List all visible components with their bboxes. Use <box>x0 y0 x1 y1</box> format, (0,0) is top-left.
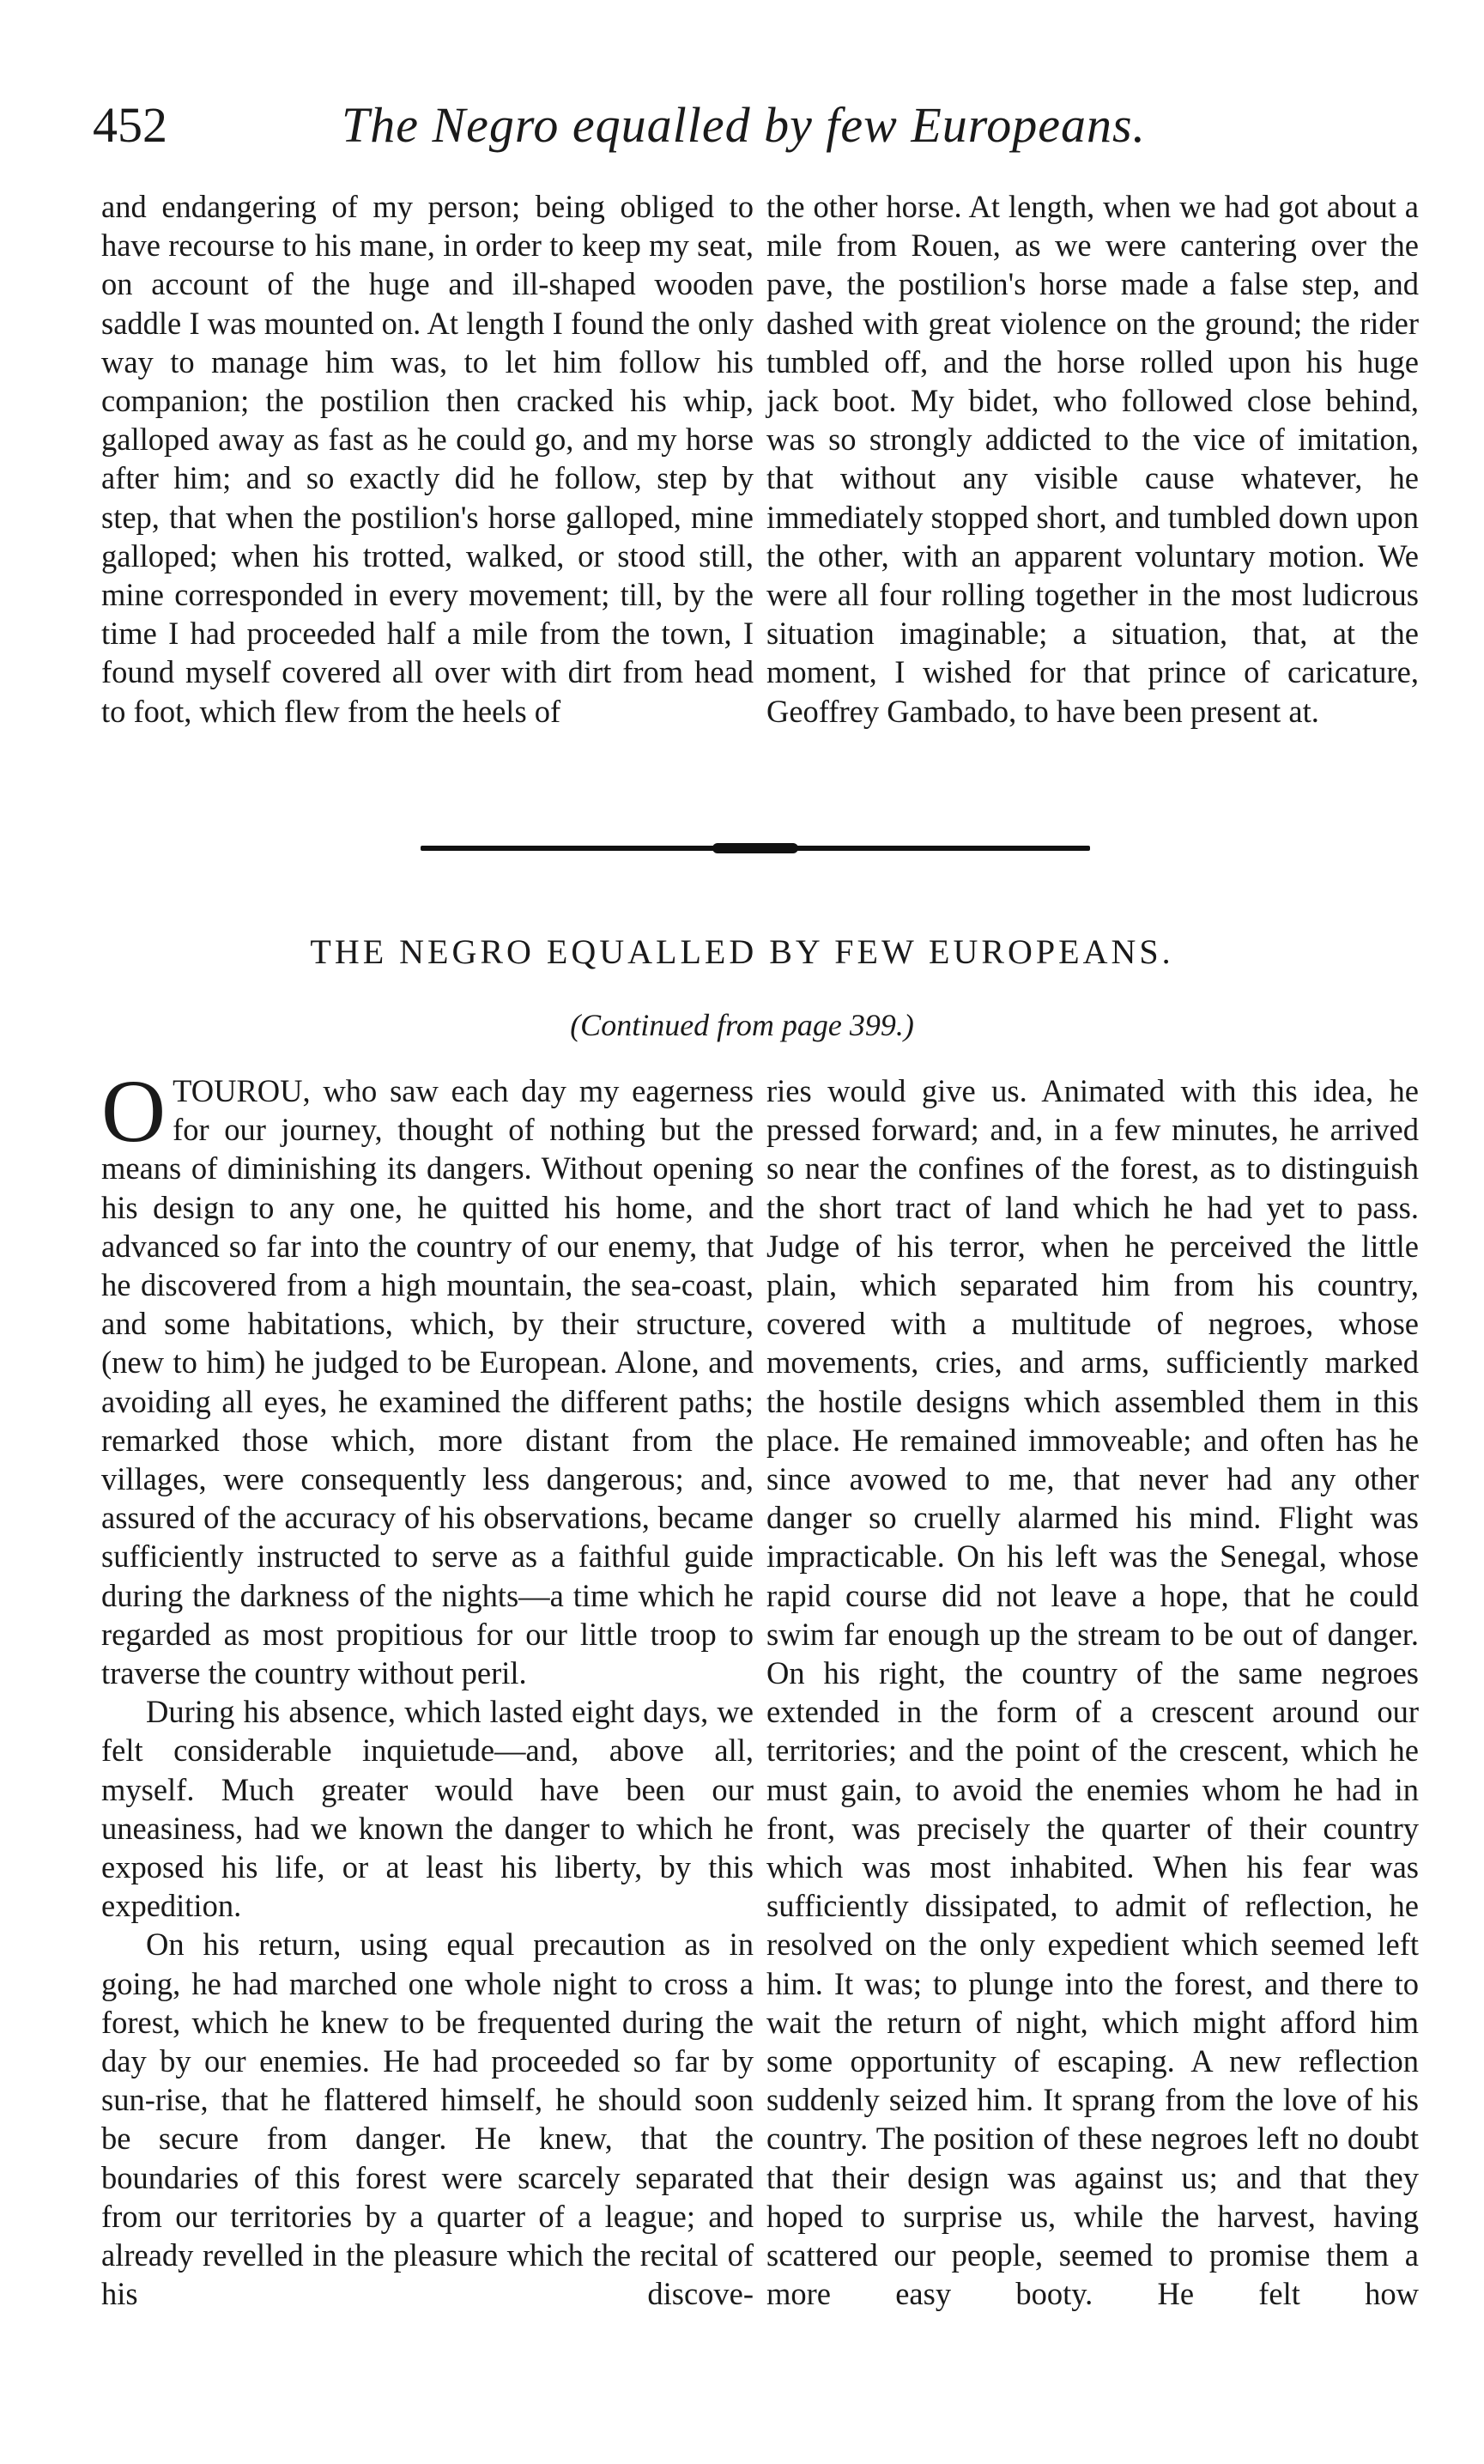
article-paragraph-1-text: TOUROU, who saw each day my eagerness for our journey, thought of nothing but the means of diminishing its dangers. Without opening his design to any one, he quitted his home, and advanced so far into the country of our enemy, that he discovered from a high mountain, the sea-coast, and some habitations, which, by their structure, (new to him) he judged to be European. Alone, and avoiding all eyes, he examined the different paths; remarked those which, more distant from the villages, were consequently less dangerous; and, assured of the accuracy of his observations, became sufficiently instructed to serve as a faithful guide during the darkness of the nights—a time which he regarded as most propitious for our little troop to traverse the country without peril. <box>101 1073 754 1691</box>
continuation-note: (Continued from page 399.) <box>570 1008 914 1042</box>
top-right-paragraph: the other horse. At length, when we had got about a mile from Rouen, as we were cantering over the pave, the postilion's horse made a false step, and dashed with great violence on the ground; the rider tumbled off, and the horse rolled upon his huge jack boot. My bidet, who followed close behind, was so strongly addicted to the vice of imitation, that without any visible cause whatever, he immediately stopped short, and tumbled down upon the other, with an apparent voluntary motion. We were all four rolling together in the most ludicrous situation imaginable; a situation, that, at the moment, I wished for that prince of caricature, Geoffrey Gambado, to have been present at. <box>766 189 1419 729</box>
section-divider-rule <box>421 846 1090 851</box>
article-right-column <box>766 1071 1419 2314</box>
article-paragraph-1 <box>101 1062 754 1692</box>
article-paragraph-2: During his absence, which lasted eight days, we felt considerable inquietude—and, above all, myself. Much greater would have been our uneasiness, had we known the danger to which he exposed his life, or at least his liberty, by this expedition. <box>101 1694 754 1924</box>
drop-cap: O <box>101 1062 167 1161</box>
top-left-column <box>101 187 754 731</box>
top-left-paragraph: and endangering of my person; being obliged to have recourse to his mane, in order to keep my seat, on account of the huge and ill-shaped wooden saddle I was mounted on. At length I found the only way to manage him was, to let him follow his companion; the postilion then cracked his whip, galloped away as fast as he could go, and my horse after him; and so exactly did he follow, step by step, that when the postilion's horse galloped, mine galloped; when his trotted, walked, or stood still, mine corresponded in every movement; till, by the time I had proceeded half a mile from the town, I found myself covered all over with dirt from head to foot, which flew from the heels of <box>101 189 754 729</box>
article-paragraph-3: On his return, using equal precaution as in going, he had marched one whole night to cross a forest, which he knew to be frequented during the day by our enemies. He had proceeded so far by sun-rise, that he flattered himself, he should soon be secure from danger. He knew, that the boundaries of this forest were scarcely separated from our territories by a quarter of a league; and already revelled in the pleasure which the recital of his discove- <box>101 1927 754 2312</box>
page-number: 452 <box>93 97 167 153</box>
running-title: The Negro equalled by few Europeans. <box>342 97 1147 153</box>
article-left-column <box>101 1062 754 2314</box>
article-title: THE NEGRO EQUALLED BY FEW EUROPEANS. <box>310 932 1174 971</box>
running-head <box>93 96 1380 165</box>
article-right-text: ries would give us. Animated with this idea, he pressed forward; and, in a few minutes, he arrived so near the confines of the forest, as to distinguish the short tract of land which he had yet to pass. Judge of his terror, when he perceived the little plain, which separated him from his country, covered with a multitude of negroes, whose movements, cries, and arms, sufficiently marked the hostile designs which assembled them in this place. He remained immoveable; and often has he since avowed to me, that never had any other danger so cruelly alarmed his mind. Flight was impracticable. On his left was the Senegal, whose rapid course did not leave a hope, that he could swim far enough up the stream to be out of danger. On his right, the country of the same negroes extended in the form of a crescent around our territories; and the point of the crescent, which he must gain, to avoid the enemies whom he had in front, was precisely the quarter of their country which was most inhabited. When his fear was sufficiently dissipated, to admit of reflection, he resolved on the only expedient which seemed left him. It was; to plunge into the forest, and there to wait the return of night, which might afford him some opportunity of escaping. A new reflection suddenly seized him. It sprang from the love of his country. The position of these negroes left no doubt that their design was against us; and that they hoped to surprise us, while the harvest, having scattered our people, seemed to promise them a more easy booty. He felt how <box>766 1073 1419 2312</box>
top-right-column <box>766 187 1419 731</box>
